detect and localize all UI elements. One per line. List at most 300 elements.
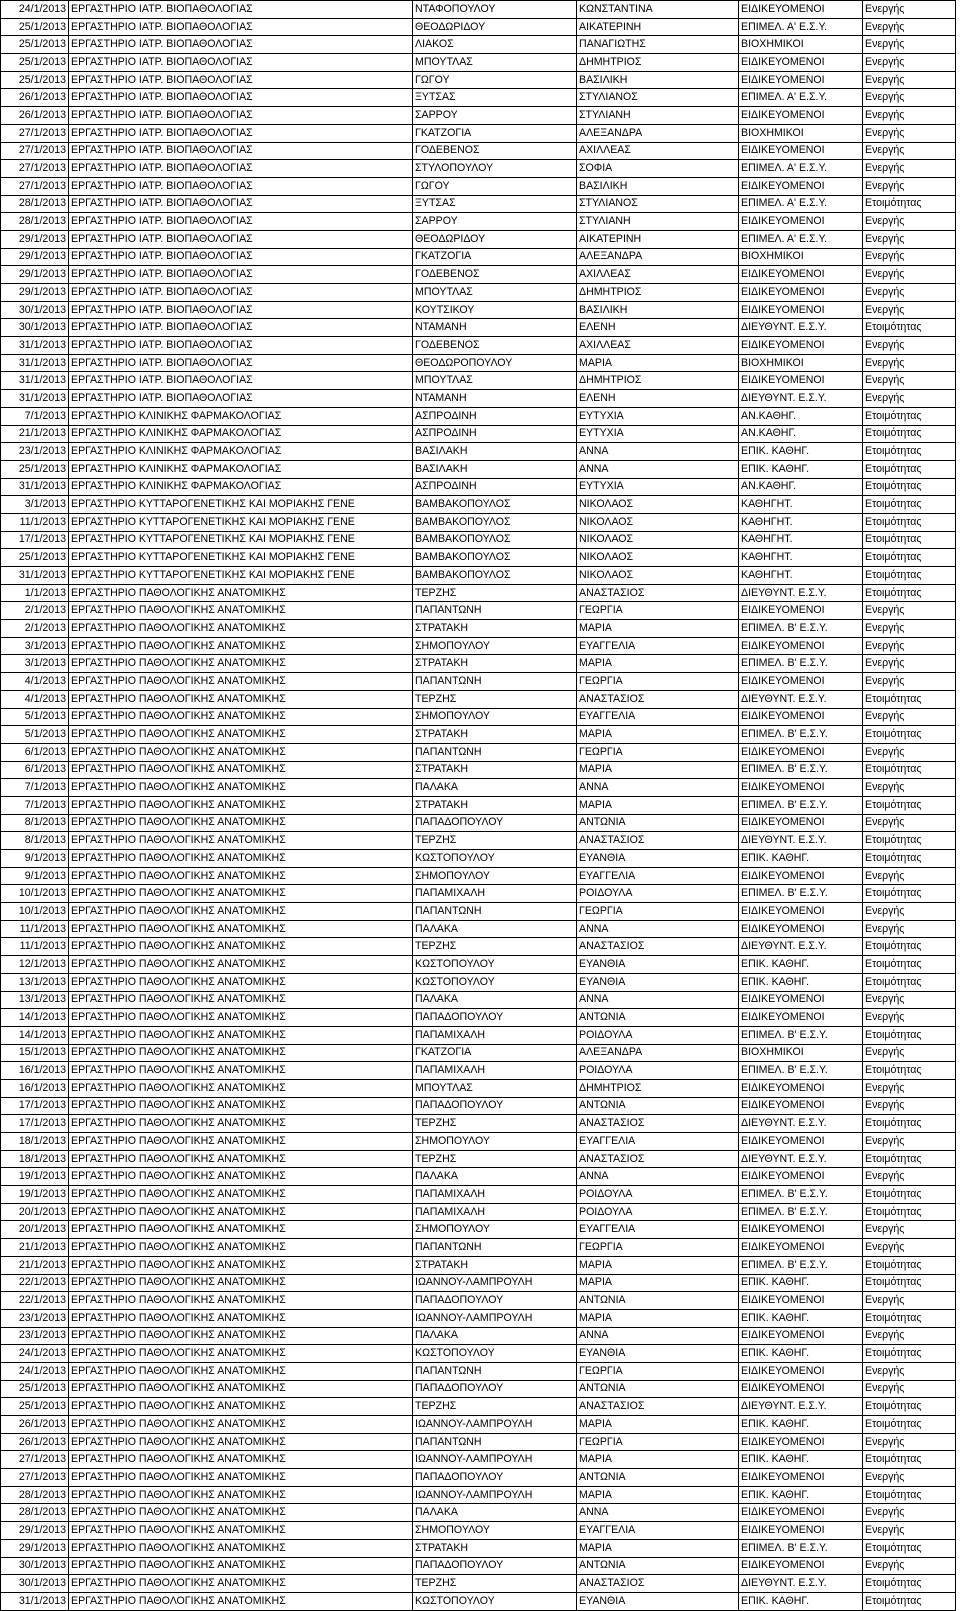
surname-cell: ΠΑΠΑΜΙΧΑΛΗ <box>413 1186 577 1204</box>
table-row <box>1 584 956 602</box>
duty-type-cell: Ενεργής <box>863 867 956 885</box>
rank-cell: ΕΠΙΜΕΛ. Β' Ε.Σ.Υ. <box>739 655 863 673</box>
date-cell: 25/1/2013 <box>1 54 69 72</box>
rank-cell: ΔΙΕΥΘΥΝΤ. Ε.Σ.Υ. <box>739 390 863 408</box>
surname-cell: ΙΩΑΝΝΟΥ-ΛΑΜΠΡΟΥΛΗ <box>413 1451 577 1469</box>
duty-type-cell: Ενεργής <box>863 284 956 302</box>
first-name-cell: ΕΥΑΓΓΕΛΙΑ <box>577 867 739 885</box>
rank-cell: ΑΝ.ΚΑΘΗΓ. <box>739 407 863 425</box>
surname-cell: ΣΤΡΑΤΑΚΗ <box>413 620 577 638</box>
laboratory-cell: ΕΡΓΑΣΤΗΡΙΟ ΠΑΘΟΛΟΓΙΚΗΣ ΑΝΑΤΟΜΙΚΗΣ <box>69 1256 413 1274</box>
laboratory-cell: ΕΡΓΑΣΤΗΡΙΟ ΠΑΘΟΛΟΓΙΚΗΣ ΑΝΑΤΟΜΙΚΗΣ <box>69 1168 413 1186</box>
surname-cell: ΠΑΠΑΝΤΩΝΗ <box>413 1239 577 1257</box>
table-row <box>1 1398 956 1416</box>
duty-type-cell: Ενεργής <box>863 124 956 142</box>
laboratory-cell: ΕΡΓΑΣΤΗΡΙΟ ΙΑΤΡ. ΒΙΟΠΑΘΟΛΟΓΙΑΣ <box>69 354 413 372</box>
rank-cell: ΕΠΙΚ. ΚΑΘΗΓ. <box>739 1345 863 1363</box>
surname-cell: ΙΩΑΝΝΟΥ-ΛΑΜΠΡΟΥΛΗ <box>413 1486 577 1504</box>
laboratory-cell: ΕΡΓΑΣΤΗΡΙΟ ΠΑΘΟΛΟΓΙΚΗΣ ΑΝΑΤΟΜΙΚΗΣ <box>69 1221 413 1239</box>
duty-type-cell: Ετοιμότητας <box>863 443 956 461</box>
date-cell: 17/1/2013 <box>1 1115 69 1133</box>
laboratory-cell: ΕΡΓΑΣΤΗΡΙΟ ΠΑΘΟΛΟΓΙΚΗΣ ΑΝΑΤΟΜΙΚΗΣ <box>69 1327 413 1345</box>
rank-cell: ΚΑΘΗΓΗΤ. <box>739 549 863 567</box>
laboratory-cell: ΕΡΓΑΣΤΗΡΙΟ ΙΑΤΡ. ΒΙΟΠΑΘΟΛΟΓΙΑΣ <box>69 124 413 142</box>
duty-type-cell: Ετοιμότητας <box>863 549 956 567</box>
first-name-cell: ΑΙΚΑΤΕΡΙΝΗ <box>577 230 739 248</box>
first-name-cell: ΑΝΝΑ <box>577 1327 739 1345</box>
laboratory-cell: ΕΡΓΑΣΤΗΡΙΟ ΠΑΘΟΛΟΓΙΚΗΣ ΑΝΑΤΟΜΙΚΗΣ <box>69 1469 413 1487</box>
duty-type-cell: Ενεργής <box>863 36 956 54</box>
date-cell: 24/1/2013 <box>1 1362 69 1380</box>
laboratory-cell: ΕΡΓΑΣΤΗΡΙΟ ΚΛΙΝΙΚΗΣ ΦΑΡΜΑΚΟΛΟΓΙΑΣ <box>69 407 413 425</box>
first-name-cell: ΑΛΕΞΑΝΔΡΑ <box>577 1044 739 1062</box>
surname-cell: ΤΕΡΖΗΣ <box>413 938 577 956</box>
laboratory-cell: ΕΡΓΑΣΤΗΡΙΟ ΠΑΘΟΛΟΓΙΚΗΣ ΑΝΑΤΟΜΙΚΗΣ <box>69 938 413 956</box>
date-cell: 20/1/2013 <box>1 1221 69 1239</box>
date-cell: 4/1/2013 <box>1 673 69 691</box>
first-name-cell: ΕΥΑΓΓΕΛΙΑ <box>577 1221 739 1239</box>
table-row <box>1 496 956 514</box>
table-row <box>1 407 956 425</box>
rank-cell: ΕΙΔΙΚΕΥΟΜΕΝΟΙ <box>739 71 863 89</box>
surname-cell: ΤΕΡΖΗΣ <box>413 1115 577 1133</box>
surname-cell: ΓΟΔΕΒΕΝΟΣ <box>413 142 577 160</box>
date-cell: 27/1/2013 <box>1 142 69 160</box>
duty-type-cell: Ενεργής <box>863 107 956 125</box>
table-row <box>1 372 956 390</box>
laboratory-cell: ΕΡΓΑΣΤΗΡΙΟ ΠΑΘΟΛΟΓΙΚΗΣ ΑΝΑΤΟΜΙΚΗΣ <box>69 1292 413 1310</box>
duty-type-cell: Ετοιμότητας <box>863 567 956 585</box>
surname-cell: ΒΑΜΒΑΚΟΠΟΥΛΟΣ <box>413 531 577 549</box>
first-name-cell: ΕΥΑΝΘΙΑ <box>577 973 739 991</box>
surname-cell: ΠΑΛΑΚΑ <box>413 1168 577 1186</box>
surname-cell: ΜΠΟΥΤΛΑΣ <box>413 284 577 302</box>
duty-type-cell: Ενεργής <box>863 1433 956 1451</box>
laboratory-cell: ΕΡΓΑΣΤΗΡΙΟ ΠΑΘΟΛΟΓΙΚΗΣ ΑΝΑΤΟΜΙΚΗΣ <box>69 779 413 797</box>
duty-type-cell: Ενεργής <box>863 814 956 832</box>
table-row <box>1 1309 956 1327</box>
surname-cell: ΠΑΠΑΔΟΠΟΥΛΟΥ <box>413 1380 577 1398</box>
first-name-cell: ΔΗΜΗΤΡΙΟΣ <box>577 54 739 72</box>
duty-type-cell: Ενεργής <box>863 1009 956 1027</box>
laboratory-cell: ΕΡΓΑΣΤΗΡΙΟ ΠΑΘΟΛΟΓΙΚΗΣ ΑΝΑΤΟΜΙΚΗΣ <box>69 637 413 655</box>
surname-cell: ΚΩΣΤΟΠΟΥΛΟΥ <box>413 1345 577 1363</box>
surname-cell: ΓΟΔΕΒΕΝΟΣ <box>413 266 577 284</box>
first-name-cell: ΜΑΡΙΑ <box>577 1486 739 1504</box>
rank-cell: ΕΙΔΙΚΕΥΟΜΕΝΟΙ <box>739 1009 863 1027</box>
date-cell: 25/1/2013 <box>1 18 69 36</box>
surname-cell: ΣΗΜΟΠΟΥΛΟΥ <box>413 867 577 885</box>
duty-type-cell: Ενεργής <box>863 779 956 797</box>
rank-cell: ΕΠΙΜΕΛ. Β' Ε.Σ.Υ. <box>739 1026 863 1044</box>
date-cell: 28/1/2013 <box>1 213 69 231</box>
rank-cell: ΕΠΙΜΕΛ. Β' Ε.Σ.Υ. <box>739 1203 863 1221</box>
duty-type-cell: Ετοιμότητας <box>863 531 956 549</box>
date-cell: 24/1/2013 <box>1 1345 69 1363</box>
date-cell: 21/1/2013 <box>1 1256 69 1274</box>
table-row <box>1 460 956 478</box>
laboratory-cell: ΕΡΓΑΣΤΗΡΙΟ ΠΑΘΟΛΟΓΙΚΗΣ ΑΝΑΤΟΜΙΚΗΣ <box>69 620 413 638</box>
table-row <box>1 832 956 850</box>
surname-cell: ΒΑΜΒΑΚΟΠΟΥΛΟΣ <box>413 567 577 585</box>
date-cell: 31/1/2013 <box>1 337 69 355</box>
table-row <box>1 956 956 974</box>
rank-cell: ΕΠΙΚ. ΚΑΘΗΓ. <box>739 1416 863 1434</box>
first-name-cell: ΓΕΩΡΓΙΑ <box>577 1433 739 1451</box>
surname-cell: ΤΕΡΖΗΣ <box>413 1398 577 1416</box>
date-cell: 18/1/2013 <box>1 1133 69 1151</box>
rank-cell: ΕΠΙΜΕΛ. Β' Ε.Σ.Υ. <box>739 1539 863 1557</box>
surname-cell: ΠΑΠΑΜΙΧΑΛΗ <box>413 1026 577 1044</box>
first-name-cell: ΕΥΑΓΓΕΛΙΑ <box>577 637 739 655</box>
surname-cell: ΓΩΓΟΥ <box>413 177 577 195</box>
rank-cell: ΕΠΙΜΕΛ. Α' Ε.Σ.Υ. <box>739 195 863 213</box>
rank-cell: ΕΠΙΜΕΛ. Β' Ε.Σ.Υ. <box>739 1186 863 1204</box>
first-name-cell: ΑΝΝΑ <box>577 460 739 478</box>
rank-cell: ΕΙΔΙΚΕΥΟΜΕΝΟΙ <box>739 1380 863 1398</box>
laboratory-cell: ΕΡΓΑΣΤΗΡΙΟ ΙΑΤΡ. ΒΙΟΠΑΘΟΛΟΓΙΑΣ <box>69 18 413 36</box>
duty-type-cell: Ετοιμότητας <box>863 460 956 478</box>
first-name-cell: ΝΙΚΟΛΑΟΣ <box>577 531 739 549</box>
table-row <box>1 867 956 885</box>
date-cell: 25/1/2013 <box>1 71 69 89</box>
duty-type-cell: Ενεργής <box>863 1327 956 1345</box>
date-cell: 22/1/2013 <box>1 1274 69 1292</box>
duty-type-cell: Ετοιμότητας <box>863 956 956 974</box>
duty-type-cell: Ετοιμότητας <box>863 885 956 903</box>
date-cell: 28/1/2013 <box>1 1486 69 1504</box>
table-row <box>1 761 956 779</box>
duty-type-cell: Ετοιμότητας <box>863 1592 956 1610</box>
table-row <box>1 1062 956 1080</box>
duty-type-cell: Ενεργής <box>863 1133 956 1151</box>
table-row <box>1 726 956 744</box>
duty-type-cell: Ενεργής <box>863 1097 956 1115</box>
laboratory-cell: ΕΡΓΑΣΤΗΡΙΟ ΠΑΘΟΛΟΓΙΚΗΣ ΑΝΑΤΟΜΙΚΗΣ <box>69 602 413 620</box>
duty-type-cell: Ενεργής <box>863 142 956 160</box>
laboratory-cell: ΕΡΓΑΣΤΗΡΙΟ ΠΑΘΟΛΟΓΙΚΗΣ ΑΝΑΤΟΜΙΚΗΣ <box>69 761 413 779</box>
surname-cell: ΓΩΓΟΥ <box>413 71 577 89</box>
date-cell: 28/1/2013 <box>1 195 69 213</box>
laboratory-cell: ΕΡΓΑΣΤΗΡΙΟ ΠΑΘΟΛΟΓΙΚΗΣ ΑΝΑΤΟΜΙΚΗΣ <box>69 1186 413 1204</box>
table-row <box>1 567 956 585</box>
surname-cell: ΠΑΠΑΔΟΠΟΥΛΟΥ <box>413 814 577 832</box>
rank-cell: ΕΙΔΙΚΕΥΟΜΕΝΟΙ <box>739 637 863 655</box>
surname-cell: ΠΑΠΑΝΤΩΝΗ <box>413 743 577 761</box>
rank-cell: ΕΙΔΙΚΕΥΟΜΕΝΟΙ <box>739 673 863 691</box>
date-cell: 30/1/2013 <box>1 1575 69 1593</box>
surname-cell: ΠΑΛΑΚΑ <box>413 920 577 938</box>
table-row <box>1 266 956 284</box>
rank-cell: ΕΙΔΙΚΕΥΟΜΕΝΟΙ <box>739 1079 863 1097</box>
table-row <box>1 1115 956 1133</box>
rank-cell: ΕΠΙΜΕΛ. Α' Ε.Σ.Υ. <box>739 18 863 36</box>
table-row <box>1 1079 956 1097</box>
laboratory-cell: ΕΡΓΑΣΤΗΡΙΟ ΙΑΤΡ. ΒΙΟΠΑΘΟΛΟΓΙΑΣ <box>69 248 413 266</box>
duty-type-cell: Ενεργής <box>863 903 956 921</box>
laboratory-cell: ΕΡΓΑΣΤΗΡΙΟ ΠΑΘΟΛΟΓΙΚΗΣ ΑΝΑΤΟΜΙΚΗΣ <box>69 1079 413 1097</box>
surname-cell: ΠΑΠΑΔΟΠΟΥΛΟΥ <box>413 1557 577 1575</box>
date-cell: 10/1/2013 <box>1 885 69 903</box>
duty-type-cell: Ενεργής <box>863 372 956 390</box>
date-cell: 28/1/2013 <box>1 1504 69 1522</box>
first-name-cell: ΡΟΙΔΟΥΛΑ <box>577 1062 739 1080</box>
table-row <box>1 1009 956 1027</box>
date-cell: 11/1/2013 <box>1 513 69 531</box>
date-cell: 27/1/2013 <box>1 1469 69 1487</box>
rank-cell: ΕΠΙΚ. ΚΑΘΗΓ. <box>739 1309 863 1327</box>
rank-cell: ΕΠΙΚ. ΚΑΘΗΓ. <box>739 1274 863 1292</box>
table-row <box>1 284 956 302</box>
duty-type-cell: Ετοιμότητας <box>863 1026 956 1044</box>
rank-cell: ΕΠΙΚ. ΚΑΘΗΓ. <box>739 1486 863 1504</box>
duty-type-cell: Ενεργής <box>863 1079 956 1097</box>
duty-type-cell: Ενεργής <box>863 991 956 1009</box>
duty-type-cell: Ετοιμότητας <box>863 584 956 602</box>
table-row <box>1 1203 956 1221</box>
date-cell: 4/1/2013 <box>1 690 69 708</box>
table-row <box>1 1133 956 1151</box>
duty-type-cell: Ενεργής <box>863 620 956 638</box>
table-row <box>1 885 956 903</box>
surname-cell: ΣΑΡΡΟΥ <box>413 107 577 125</box>
rank-cell: ΕΙΔΙΚΕΥΟΜΕΝΟΙ <box>739 1221 863 1239</box>
surname-cell: ΚΟΥΤΣΙΚΟΥ <box>413 301 577 319</box>
date-cell: 26/1/2013 <box>1 1433 69 1451</box>
table-row <box>1 1097 956 1115</box>
duty-type-cell: Ενεργής <box>863 1168 956 1186</box>
date-cell: 22/1/2013 <box>1 1292 69 1310</box>
first-name-cell: ΓΕΩΡΓΙΑ <box>577 903 739 921</box>
surname-cell: ΣΗΜΟΠΟΥΛΟΥ <box>413 708 577 726</box>
rank-cell: ΔΙΕΥΘΥΝΤ. Ε.Σ.Υ. <box>739 690 863 708</box>
rank-cell: ΕΙΔΙΚΕΥΟΜΕΝΟΙ <box>739 867 863 885</box>
first-name-cell: ΚΩΝΣΤΑΝΤΙΝΑ <box>577 1 739 19</box>
date-cell: 25/1/2013 <box>1 36 69 54</box>
table-row <box>1 1221 956 1239</box>
date-cell: 29/1/2013 <box>1 284 69 302</box>
rank-cell: ΕΙΔΙΚΕΥΟΜΕΝΟΙ <box>739 743 863 761</box>
date-cell: 9/1/2013 <box>1 850 69 868</box>
rank-cell: ΕΠΙΚ. ΚΑΘΗΓ. <box>739 460 863 478</box>
date-cell: 31/1/2013 <box>1 372 69 390</box>
duty-type-cell: Ετοιμότητας <box>863 1416 956 1434</box>
rank-cell: ΒΙΟΧΗΜΙΚΟΙ <box>739 354 863 372</box>
table-row <box>1 1327 956 1345</box>
table-row <box>1 443 956 461</box>
first-name-cell: ΣΟΦΙΑ <box>577 160 739 178</box>
rank-cell: ΕΠΙΜΕΛ. Α' Ε.Σ.Υ. <box>739 89 863 107</box>
duty-type-cell: Ενεργής <box>863 637 956 655</box>
first-name-cell: ΣΤΥΛΙΑΝΗ <box>577 107 739 125</box>
duty-type-cell: Ενεργής <box>863 655 956 673</box>
date-cell: 16/1/2013 <box>1 1062 69 1080</box>
surname-cell: ΣΗΜΟΠΟΥΛΟΥ <box>413 637 577 655</box>
date-cell: 12/1/2013 <box>1 956 69 974</box>
rank-cell: ΕΠΙΚ. ΚΑΘΗΓ. <box>739 956 863 974</box>
laboratory-cell: ΕΡΓΑΣΤΗΡΙΟ ΠΑΘΟΛΟΓΙΚΗΣ ΑΝΑΤΟΜΙΚΗΣ <box>69 1044 413 1062</box>
table-row <box>1 814 956 832</box>
laboratory-cell: ΕΡΓΑΣΤΗΡΙΟ ΠΑΘΟΛΟΓΙΚΗΣ ΑΝΑΤΟΜΙΚΗΣ <box>69 1150 413 1168</box>
date-cell: 14/1/2013 <box>1 1009 69 1027</box>
surname-cell: ΠΑΠΑΔΟΠΟΥΛΟΥ <box>413 1097 577 1115</box>
surname-cell: ΓΚΑΤΖΟΓΙΑ <box>413 1044 577 1062</box>
rank-cell: ΕΙΔΙΚΕΥΟΜΕΝΟΙ <box>739 266 863 284</box>
first-name-cell: ΑΝΝΑ <box>577 443 739 461</box>
date-cell: 30/1/2013 <box>1 301 69 319</box>
rank-cell: ΕΙΔΙΚΕΥΟΜΕΝΟΙ <box>739 991 863 1009</box>
first-name-cell: ΓΕΩΡΓΙΑ <box>577 743 739 761</box>
date-cell: 30/1/2013 <box>1 319 69 337</box>
date-cell: 29/1/2013 <box>1 266 69 284</box>
table-row <box>1 1292 956 1310</box>
duty-type-cell: Ετοιμότητας <box>863 973 956 991</box>
rank-cell: ΕΠΙΜΕΛ. Β' Ε.Σ.Υ. <box>739 885 863 903</box>
rank-cell: ΕΙΔΙΚΕΥΟΜΕΝΟΙ <box>739 1 863 19</box>
first-name-cell: ΕΥΑΓΓΕΛΙΑ <box>577 1522 739 1540</box>
rank-cell: ΔΙΕΥΘΥΝΤ. Ε.Σ.Υ. <box>739 1115 863 1133</box>
surname-cell: ΝΤΑΦΟΠΟΥΛΟΥ <box>413 1 577 19</box>
surname-cell: ΠΑΠΑΔΟΠΟΥΛΟΥ <box>413 1469 577 1487</box>
laboratory-cell: ΕΡΓΑΣΤΗΡΙΟ ΙΑΤΡ. ΒΙΟΠΑΘΟΛΟΓΙΑΣ <box>69 177 413 195</box>
laboratory-cell: ΕΡΓΑΣΤΗΡΙΟ ΠΑΘΟΛΟΓΙΚΗΣ ΑΝΑΤΟΜΙΚΗΣ <box>69 726 413 744</box>
first-name-cell: ΑΛΕΞΑΝΔΡΑ <box>577 248 739 266</box>
rank-cell: ΕΙΔΙΚΕΥΟΜΕΝΟΙ <box>739 920 863 938</box>
surname-cell: ΣΗΜΟΠΟΥΛΟΥ <box>413 1522 577 1540</box>
rank-cell: ΕΙΔΙΚΕΥΟΜΕΝΟΙ <box>739 903 863 921</box>
rank-cell: ΕΠΙΜΕΛ. Α' Ε.Σ.Υ. <box>739 160 863 178</box>
duty-type-cell: Ετοιμότητας <box>863 1486 956 1504</box>
table-row <box>1 708 956 726</box>
first-name-cell: ΜΑΡΙΑ <box>577 1309 739 1327</box>
rank-cell: ΔΙΕΥΘΥΝΤ. Ε.Σ.Υ. <box>739 584 863 602</box>
laboratory-cell: ΕΡΓΑΣΤΗΡΙΟ ΙΑΤΡ. ΒΙΟΠΑΘΟΛΟΓΙΑΣ <box>69 213 413 231</box>
first-name-cell: ΑΝΑΣΤΑΣΙΟΣ <box>577 1575 739 1593</box>
duty-type-cell: Ενεργής <box>863 337 956 355</box>
first-name-cell: ΓΕΩΡΓΙΑ <box>577 1362 739 1380</box>
laboratory-cell: ΕΡΓΑΣΤΗΡΙΟ ΠΑΘΟΛΟΓΙΚΗΣ ΑΝΑΤΟΜΙΚΗΣ <box>69 655 413 673</box>
table-row <box>1 1557 956 1575</box>
date-cell: 26/1/2013 <box>1 107 69 125</box>
surname-cell: ΙΩΑΝΝΟΥ-ΛΑΜΠΡΟΥΛΗ <box>413 1416 577 1434</box>
laboratory-cell: ΕΡΓΑΣΤΗΡΙΟ ΠΑΘΟΛΟΓΙΚΗΣ ΑΝΑΤΟΜΙΚΗΣ <box>69 1362 413 1380</box>
laboratory-cell: ΕΡΓΑΣΤΗΡΙΟ ΠΑΘΟΛΟΓΙΚΗΣ ΑΝΑΤΟΜΙΚΗΣ <box>69 1557 413 1575</box>
first-name-cell: ΑΝΝΑ <box>577 1504 739 1522</box>
first-name-cell: ΕΥΤΥΧΙΑ <box>577 407 739 425</box>
surname-cell: ΒΑΣΙΛΑΚΗ <box>413 443 577 461</box>
duty-roster-body <box>1 1 956 1611</box>
surname-cell: ΓΚΑΤΖΟΓΙΑ <box>413 124 577 142</box>
first-name-cell: ΣΤΥΛΙΑΝΟΣ <box>577 195 739 213</box>
first-name-cell: ΑΝΤΩΝΙΑ <box>577 1292 739 1310</box>
first-name-cell: ΜΑΡΙΑ <box>577 1416 739 1434</box>
laboratory-cell: ΕΡΓΑΣΤΗΡΙΟ ΠΑΘΟΛΟΓΙΚΗΣ ΑΝΑΤΟΜΙΚΗΣ <box>69 1486 413 1504</box>
surname-cell: ΓΟΔΕΒΕΝΟΣ <box>413 337 577 355</box>
duty-type-cell: Ετοιμότητας <box>863 1398 956 1416</box>
rank-cell: ΕΙΔΙΚΕΥΟΜΕΝΟΙ <box>739 177 863 195</box>
table-row <box>1 319 956 337</box>
table-row <box>1 71 956 89</box>
surname-cell: ΠΑΠΑΜΙΧΑΛΗ <box>413 1203 577 1221</box>
duty-type-cell: Ενεργής <box>863 920 956 938</box>
table-row <box>1 973 956 991</box>
duty-type-cell: Ενεργής <box>863 160 956 178</box>
date-cell: 7/1/2013 <box>1 779 69 797</box>
date-cell: 2/1/2013 <box>1 620 69 638</box>
first-name-cell: ΕΛΕΝΗ <box>577 319 739 337</box>
surname-cell: ΣΤΡΑΤΑΚΗ <box>413 1256 577 1274</box>
first-name-cell: ΑΝΤΩΝΙΑ <box>577 1469 739 1487</box>
duty-type-cell: Ενεργής <box>863 248 956 266</box>
surname-cell: ΠΑΠΑΝΤΩΝΗ <box>413 673 577 691</box>
laboratory-cell: ΕΡΓΑΣΤΗΡΙΟ ΚΥΤΤΑΡΟΓΕΝΕΤΙΚΗΣ ΚΑΙ ΜΟΡΙΑΚΗΣ ΓΕΝΕ <box>69 513 413 531</box>
laboratory-cell: ΕΡΓΑΣΤΗΡΙΟ ΠΑΘΟΛΟΓΙΚΗΣ ΑΝΑΤΟΜΙΚΗΣ <box>69 1239 413 1257</box>
laboratory-cell: ΕΡΓΑΣΤΗΡΙΟ ΚΥΤΤΑΡΟΓΕΝΕΤΙΚΗΣ ΚΑΙ ΜΟΡΙΑΚΗΣ ΓΕΝΕ <box>69 531 413 549</box>
table-row <box>1 142 956 160</box>
duty-type-cell: Ετοιμότητας <box>863 478 956 496</box>
laboratory-cell: ΕΡΓΑΣΤΗΡΙΟ ΚΛΙΝΙΚΗΣ ΦΑΡΜΑΚΟΛΟΓΙΑΣ <box>69 425 413 443</box>
date-cell: 31/1/2013 <box>1 390 69 408</box>
table-row <box>1 1451 956 1469</box>
duty-type-cell: Ενεργής <box>863 1380 956 1398</box>
date-cell: 5/1/2013 <box>1 708 69 726</box>
date-cell: 11/1/2013 <box>1 920 69 938</box>
rank-cell: ΕΙΔΙΚΕΥΟΜΕΝΟΙ <box>739 1504 863 1522</box>
date-cell: 31/1/2013 <box>1 478 69 496</box>
first-name-cell: ΓΕΩΡΓΙΑ <box>577 1239 739 1257</box>
laboratory-cell: ΕΡΓΑΣΤΗΡΙΟ ΚΛΙΝΙΚΗΣ ΦΑΡΜΑΚΟΛΟΓΙΑΣ <box>69 478 413 496</box>
duty-type-cell: Ετοιμότητας <box>863 425 956 443</box>
rank-cell: ΕΙΔΙΚΕΥΟΜΕΝΟΙ <box>739 1522 863 1540</box>
duty-type-cell: Ενεργής <box>863 1044 956 1062</box>
first-name-cell: ΜΑΡΙΑ <box>577 726 739 744</box>
duty-type-cell: Ετοιμότητας <box>863 513 956 531</box>
table-row <box>1 637 956 655</box>
laboratory-cell: ΕΡΓΑΣΤΗΡΙΟ ΠΑΘΟΛΟΓΙΚΗΣ ΑΝΑΤΟΜΙΚΗΣ <box>69 1380 413 1398</box>
duty-type-cell: Ενεργής <box>863 54 956 72</box>
surname-cell: ΑΣΠΡΟΔΙΝΗ <box>413 478 577 496</box>
first-name-cell: ΓΕΩΡΓΙΑ <box>577 673 739 691</box>
laboratory-cell: ΕΡΓΑΣΤΗΡΙΟ ΚΥΤΤΑΡΟΓΕΝΕΤΙΚΗΣ ΚΑΙ ΜΟΡΙΑΚΗΣ ΓΕΝΕ <box>69 549 413 567</box>
surname-cell: ΘΕΟΔΩΡΙΔΟΥ <box>413 230 577 248</box>
first-name-cell: ΑΝΤΩΝΙΑ <box>577 814 739 832</box>
laboratory-cell: ΕΡΓΑΣΤΗΡΙΟ ΠΑΘΟΛΟΓΙΚΗΣ ΑΝΑΤΟΜΙΚΗΣ <box>69 956 413 974</box>
table-row <box>1 1380 956 1398</box>
date-cell: 27/1/2013 <box>1 160 69 178</box>
date-cell: 14/1/2013 <box>1 1026 69 1044</box>
laboratory-cell: ΕΡΓΑΣΤΗΡΙΟ ΚΛΙΝΙΚΗΣ ΦΑΡΜΑΚΟΛΟΓΙΑΣ <box>69 443 413 461</box>
date-cell: 29/1/2013 <box>1 230 69 248</box>
table-row <box>1 938 956 956</box>
laboratory-cell: ΕΡΓΑΣΤΗΡΙΟ ΠΑΘΟΛΟΓΙΚΗΣ ΑΝΑΤΟΜΙΚΗΣ <box>69 920 413 938</box>
surname-cell: ΚΩΣΤΟΠΟΥΛΟΥ <box>413 973 577 991</box>
surname-cell: ΓΚΑΤΖΟΓΙΑ <box>413 248 577 266</box>
first-name-cell: ΡΟΙΔΟΥΛΑ <box>577 885 739 903</box>
date-cell: 29/1/2013 <box>1 248 69 266</box>
laboratory-cell: ΕΡΓΑΣΤΗΡΙΟ ΠΑΘΟΛΟΓΙΚΗΣ ΑΝΑΤΟΜΙΚΗΣ <box>69 1539 413 1557</box>
table-row <box>1 213 956 231</box>
duty-type-cell: Ενεργής <box>863 1221 956 1239</box>
table-row <box>1 1150 956 1168</box>
first-name-cell: ΒΑΣΙΛΙΚΗ <box>577 177 739 195</box>
first-name-cell: ΑΝΤΩΝΙΑ <box>577 1380 739 1398</box>
laboratory-cell: ΕΡΓΑΣΤΗΡΙΟ ΠΑΘΟΛΟΓΙΚΗΣ ΑΝΑΤΟΜΙΚΗΣ <box>69 1062 413 1080</box>
date-cell: 2/1/2013 <box>1 602 69 620</box>
rank-cell: ΔΙΕΥΘΥΝΤ. Ε.Σ.Υ. <box>739 1150 863 1168</box>
rank-cell: ΕΙΔΙΚΕΥΟΜΕΝΟΙ <box>739 1362 863 1380</box>
duty-type-cell: Ενεργής <box>863 1 956 19</box>
date-cell: 1/1/2013 <box>1 584 69 602</box>
